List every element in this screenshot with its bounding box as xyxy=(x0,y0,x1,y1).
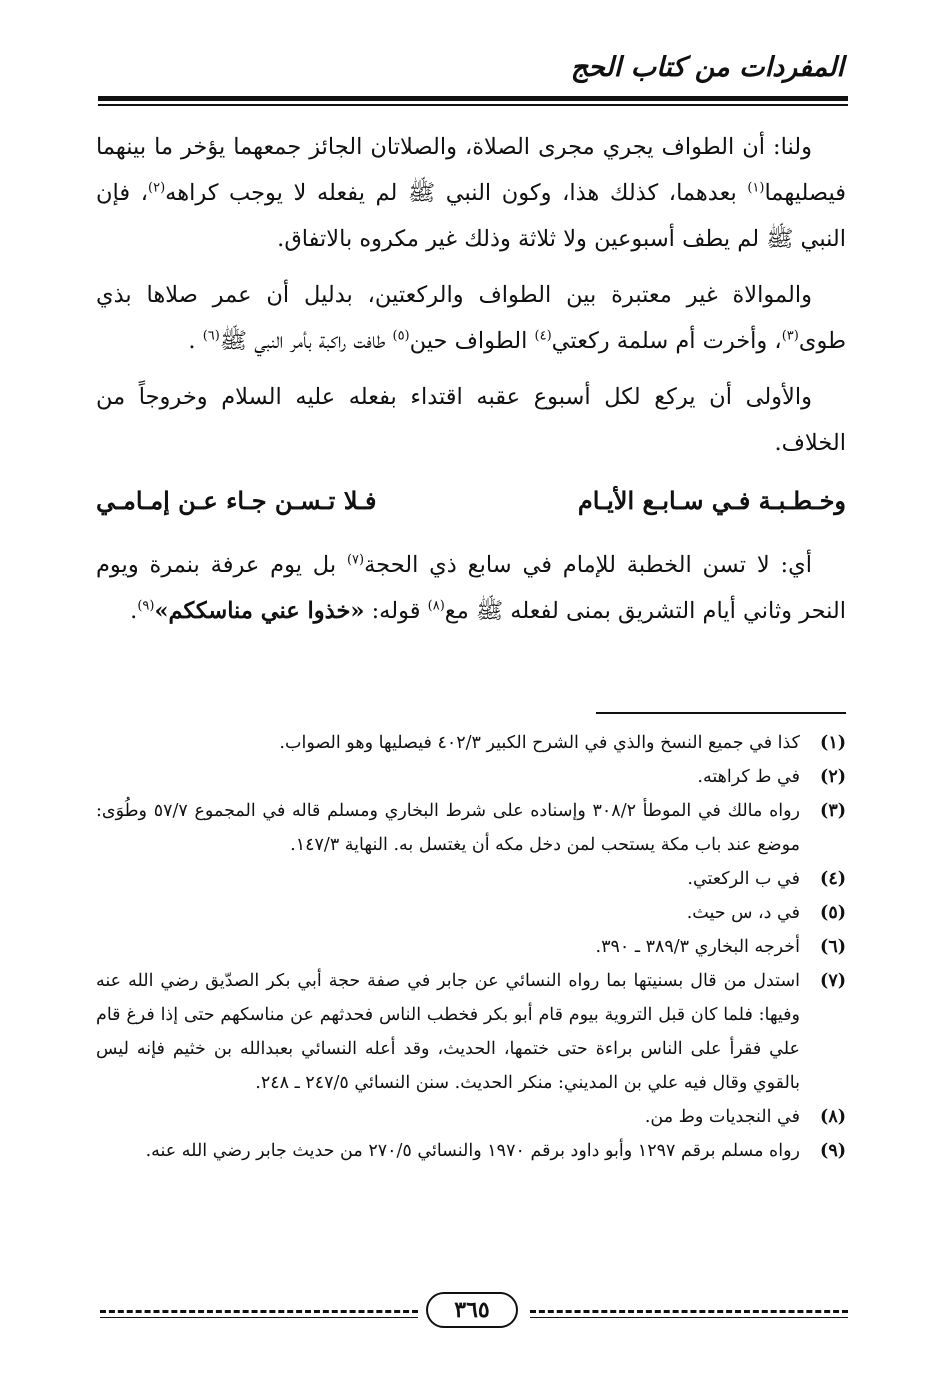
footnote-ref: (٩) xyxy=(137,598,155,614)
footnote-item: (٤) في ب الركعتي. xyxy=(687,869,846,889)
footer-solid-rule-right xyxy=(530,1317,848,1318)
footnote-ref: (٦) xyxy=(202,328,220,344)
page-footer xyxy=(100,1290,848,1334)
paragraph-2: والموالاة غير معتبرة بين الطواف والركعتين، بدليل أن عمر صلاها بذي طوى$^{(٣)}$، وأخرت أم سلمة ركعتي$^{(٤)}$ الطواف حين$^{(٥)}$ طافت راكبة بأمر النبي ﷺ$^{(٦)}$ . xyxy=(96,282,846,354)
footnote-ref: (٤) xyxy=(534,328,552,344)
paragraph-3: والأولى أن يركع لكل أسبوع عقبه اقتداء بفعله عليه السلام وخروجاً من الخلاف. xyxy=(96,384,846,456)
footnote-ref: (٨) xyxy=(427,598,445,614)
footnote-separator xyxy=(596,712,846,714)
footnotes xyxy=(96,726,846,1168)
verse-second-hemistich: فـلا تـسـن جـاء عـن إمـامـي xyxy=(96,486,377,515)
header-rule-thin xyxy=(98,104,848,106)
footnote-item: (١) كذا في جميع النسخ والذي في الشرح الكبير ٤٠٢/٣ فيصليها وهو الصواب. xyxy=(279,733,846,753)
paragraph-1: ولنا: أن الطواف يجري مجرى الصلاة، والصلاتان الجائز جمعهما يؤخر ما بينهما فيصليهما$^{(١)}$ بعدهما، كذلك هذا، وكون النبي ﷺ لم يفعله لا يوجب كراهه$^{(٢)}$، فإن النبي ﷺ لم يطف أسبوعين ولا ثلاثة وذلك غير مكروه بالاتفاق. xyxy=(96,134,846,252)
footnote-item: (٣) رواه مالك في الموطأ ٣٠٨/٢ وإسناده على شرط البخاري ومسلم قاله في المجموع ٥٧/٧ وطُوَى: موضع عند باب مكة يستحب لمن دخل مكه أن يغتسل به. النهاية ١٤٧/٣. xyxy=(96,801,846,855)
hadith-quote: «خذوا عني مناسككم» xyxy=(154,598,365,624)
main-text xyxy=(96,124,846,644)
footnote-ref: (٢) xyxy=(148,180,166,196)
running-header-title: المفردات من كتاب الحج xyxy=(570,52,844,83)
header-rule-thick xyxy=(98,96,848,101)
footnote-ref: (٥) xyxy=(392,328,410,344)
page-number: ٣٦٥ xyxy=(426,1292,518,1328)
footer-dashed-rule-left xyxy=(100,1310,418,1313)
footnote-item: (٧) استدل من قال بسنيتها بما رواه النسائي عن جابر في صفة حجة أبي بكر الصدّيق رضي الله عنه وفيها: فلما كان قبل التروية بيوم قام أبو بكر فخطب الناس فحدثهم عن مناسكهم حتى إذا فرغ قام علي فقرأ على الناس براءة حتى ختمها، الحديث، وقد أعله النسائي بعبدالله بن خثيم فإنه ليس بالقوي وقال فيه علي بن المديني: منكر الحديث. سنن النسائي ٢٤٧/٥ ـ ٢٤٨. xyxy=(96,971,846,1093)
footnote-item: (٩) رواه مسلم برقم ١٢٩٧ وأبو داود برقم ١٩٧٠ والنسائي ٢٧٠/٥ من حديث جابر رضي الله عنه. xyxy=(145,1141,846,1161)
footer-solid-rule-left xyxy=(100,1317,418,1318)
verse-line xyxy=(96,478,846,524)
footnote-item: (٨) في النجديات وط من. xyxy=(644,1107,846,1127)
footnote-ref: (٧) xyxy=(346,552,365,568)
commentary-paragraph: أي: لا تسن الخطبة للإمام في سابع ذي الحجة$^{(٧)}$ بل يوم عرفة بنمرة ويوم النحر وثاني أيام التشريق بمنى لفعله ﷺ مع$^{(٨)}$ قوله: «خذوا عني مناسككم»$^{(٩)}$. xyxy=(96,552,846,624)
footnote-ref: (٣) xyxy=(781,328,799,344)
verse-first-hemistich: وخـطـبـة فـي سـابـع الأيـام xyxy=(577,486,846,515)
footnote-item: (٥) في د، س حيث. xyxy=(686,903,846,923)
footnote-ref: (١) xyxy=(747,180,765,196)
footer-dashed-rule-right xyxy=(530,1310,848,1313)
footnote-item: (٦) أخرجه البخاري ٣٨٩/٣ ـ ٣٩٠. xyxy=(595,937,846,957)
footnote-item: (٢) في ط كراهته. xyxy=(697,767,846,787)
